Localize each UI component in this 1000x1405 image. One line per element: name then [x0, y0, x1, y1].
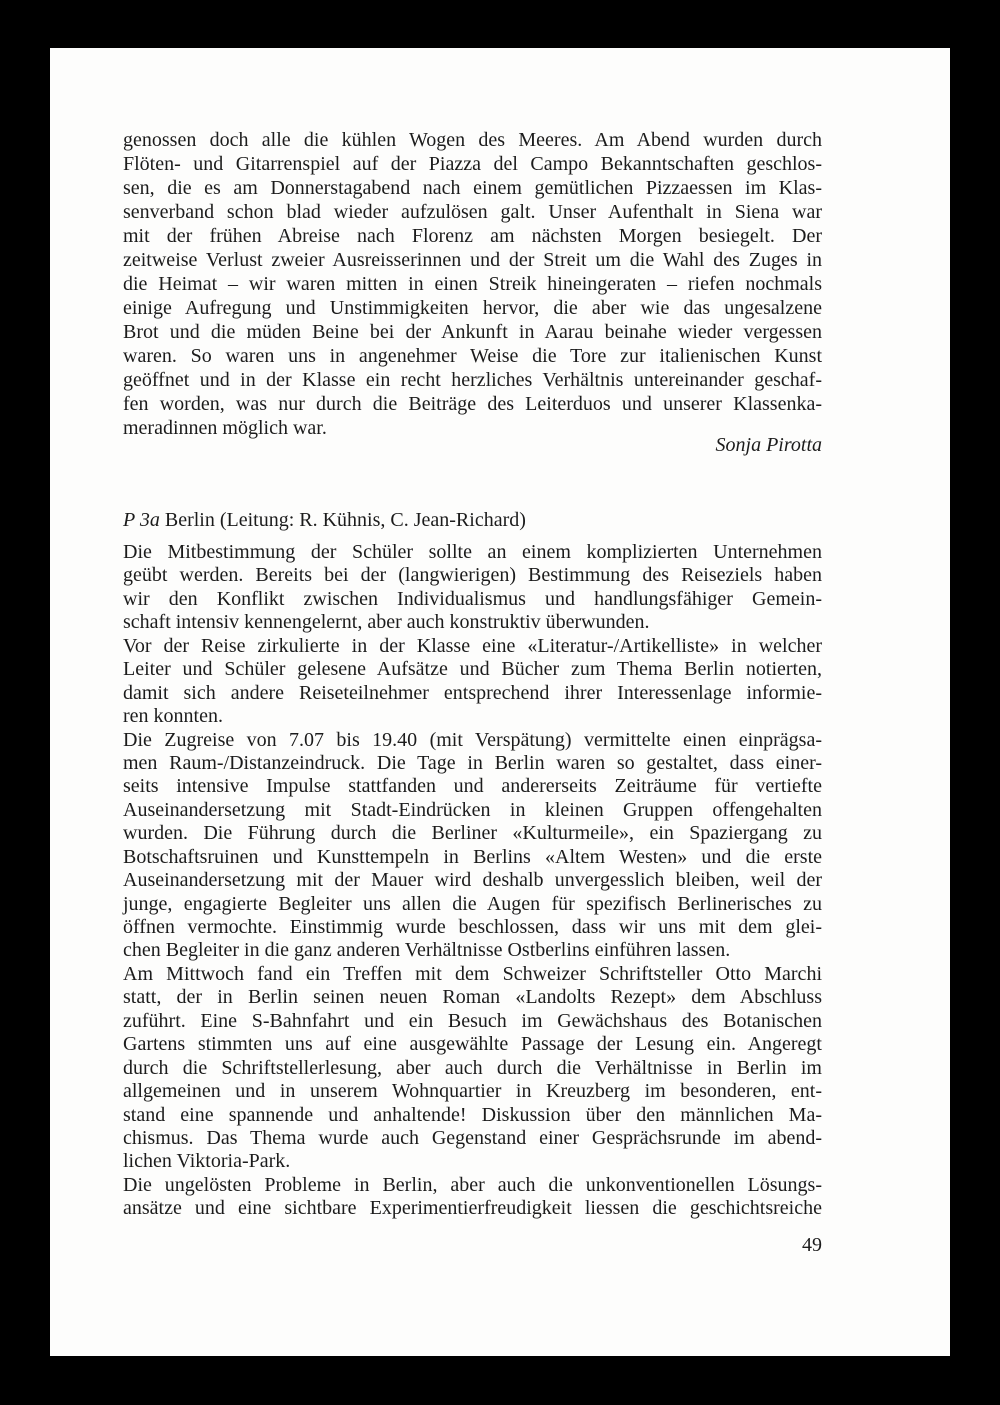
text-line: Die Zugreise von 7.07 bis 19.40 (mit Verspätung) vermittelte einen einprägsa- [123, 728, 822, 751]
paragraph [123, 729, 822, 963]
text-line: zuführt. Eine S-Bahnfahrt und ein Besuch im Gewächshaus des Botanischen [123, 1009, 822, 1032]
text-line: sen, die es am Donnerstagabend nach einem gemütlichen Pizzaessen im Klas- [123, 177, 822, 199]
text-line: men Raum-/Distanzeindruck. Die Tage in Berlin waren so gestaltet, dass einer- [123, 751, 822, 774]
text-line: seits intensive Impulse stattfanden und andererseits Zeiträume für vertiefte [123, 775, 822, 798]
text-line: öffnen vermochte. Einstimmig wurde beschlossen, dass wir uns mit dem glei- [123, 916, 822, 938]
text-line: chen Begleiter in die ganz anderen Verhältnisse Ostberlins einführen lassen. [123, 939, 731, 962]
text-line: wir den Konflikt zwischen Individualismus und handlungsfähiger Gemein- [123, 587, 822, 610]
paragraph [123, 1174, 822, 1221]
text-line: Leiter und Schüler gelesene Aufsätze und Bücher zum Thema Berlin notierten, [123, 658, 822, 681]
text-line: lichen Viktoria-Park. [123, 1150, 291, 1173]
text-line: ren konnten. [123, 705, 223, 728]
document-page [50, 48, 950, 1356]
page-number: 49 [802, 1234, 822, 1256]
text-line: genossen doch alle die kühlen Wogen des Meeres. Am Abend wurden durch [123, 129, 822, 151]
text-line: statt, der in Berlin seinen neuen Roman «Landolts Rezept» dem Abschluss [123, 986, 822, 1009]
text-line: fen worden, was nur durch die Beiträge des Leiterduos und unserer Klassenka- [123, 393, 822, 415]
text-line: Gartens stimmten uns auf eine ausgewählte Passage der Lesung ein. Angeregt [123, 1033, 822, 1056]
section-heading [123, 508, 526, 532]
berlin-report-body [123, 541, 822, 1221]
text-line: schaft intensiv kennengelernt, aber auch konstruktiv überwunden. [123, 611, 650, 634]
text-line: ansätze und eine sichtbare Experimentierfreudigkeit liessen die geschichtsreiche [123, 1197, 822, 1220]
text-line: zeitweise Verlust zweier Ausreisserinnen und der Streit um die Wahl des Zuges in [123, 249, 822, 271]
text-line: Brot und die müden Beine bei der Ankunft in Aarau beinahe wieder vergessen [123, 321, 822, 343]
text-line: waren. So waren uns in angenehmer Weise die Tore zur italienischen Kunst [123, 345, 822, 367]
text-line: senverband schon blad wieder aufzulösen galt. Unser Aufenthalt in Siena war [123, 201, 822, 223]
text-line: stand eine spannende und anhaltende! Diskussion über den männlichen Ma- [123, 1103, 822, 1126]
text-line: Flöten- und Gitarrenspiel auf der Piazza del Campo Bekanntschaften geschlos- [123, 153, 822, 175]
text-line: meradinnen möglich war. [123, 417, 327, 439]
text-line: mit der frühen Abreise nach Florenz am nächsten Morgen besiegelt. Der [123, 225, 822, 247]
text-line: Die ungelösten Probleme in Berlin, aber auch die unkonventionellen Lösungs- [123, 1173, 822, 1196]
text-line: geübt werden. Bereits bei der (langwierigen) Bestimmung des Reiseziels haben [123, 564, 822, 587]
text-line: Am Mittwoch fand ein Treffen mit dem Schweizer Schriftsteller Otto Marchi [123, 962, 822, 985]
siena-report-paragraph [123, 128, 822, 440]
section-code: P 3a [123, 509, 160, 531]
paragraph [123, 635, 822, 729]
text-line: die Heimat – wir waren mitten in einen Streik hineingeraten – riefen nochmals [123, 273, 822, 295]
text-line: einige Aufregung und Unstimmigkeiten hervor, die aber wie das ungesalzene [123, 297, 822, 319]
text-line: Auseinandersetzung mit Stadt-Eindrücken in kleinen Gruppen offengehalten [123, 798, 822, 821]
text-line: Vor der Reise zirkulierte in der Klasse eine «Literatur-/Artikelliste» in welcher [123, 634, 822, 657]
text-line: Botschaftsruinen und Kunsttempeln in Berlins «Altem Westen» und die erste [123, 845, 822, 868]
paragraph [123, 541, 822, 635]
text-line: chismus. Das Thema wurde auch Gegenstand einer Gesprächsrunde im abend- [123, 1126, 822, 1149]
text-line: Die Mitbestimmung der Schüler sollte an einem komplizierten Unternehmen [123, 541, 822, 563]
text-line: junge, engagierte Begleiter uns allen die Augen für spezifisch Berlinerisches zu [123, 892, 822, 915]
paragraph [123, 963, 822, 1174]
text-line: allgemeinen und in unserem Wohnquartier in Kreuzberg im besonderen, ent- [123, 1080, 822, 1103]
text-line: wurden. Die Führung durch die Berliner «Kulturmeile», ein Spaziergang zu [123, 822, 822, 845]
text-line: damit sich andere Reiseteilnehmer entsprechend ihrer Interessenlage informie- [123, 681, 822, 704]
author-signature: Sonja Pirotta [715, 434, 822, 456]
text-line: Auseinandersetzung mit der Mauer wird deshalb unvergesslich bleiben, weil der [123, 869, 822, 892]
section-title: Berlin (Leitung: R. Kühnis, C. Jean-Richard) [164, 509, 526, 531]
text-line: durch die Schriftstellerlesung, aber auch durch die Verhältnisse in Berlin im [123, 1056, 822, 1079]
text-line: geöffnet und in der Klasse ein recht herzliches Verhältnis untereinander geschaf- [123, 369, 822, 391]
